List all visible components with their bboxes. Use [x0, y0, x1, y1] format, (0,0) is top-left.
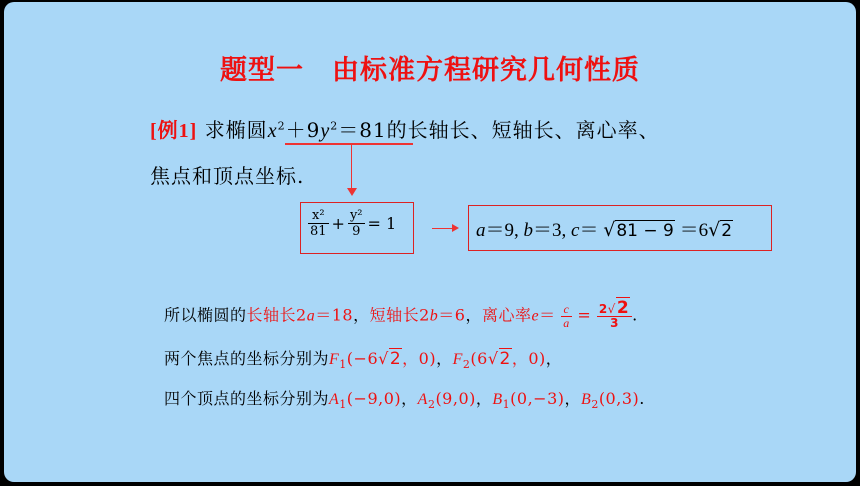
problem-line-1 — [150, 114, 660, 143]
ecc-result-fraction: $\frac{2√2}{3}$ — [597, 302, 632, 330]
eq-rest: ＝81 — [338, 118, 387, 142]
sqrt-icon: √ — [607, 302, 616, 316]
eq-y: y — [320, 120, 331, 142]
solution-line-1: 所以椭圆的长轴长2a＝18，短轴长2b＝6，离心率e＝ $\frac{c}{a}$ = $\frac{2√2}{3}$ . — [164, 298, 638, 330]
problem-prefix: 求椭圆 — [204, 118, 268, 142]
right-arrow-icon — [452, 224, 459, 232]
sqrt-icon: √ — [708, 219, 721, 241]
slide — [4, 2, 856, 482]
sqrt-icon: √ — [603, 219, 616, 241]
fraction-x: $\frac{\text{x²}}{81}$ — [310, 208, 327, 239]
title-part2: 由标准方程研究几何性质 — [332, 55, 640, 86]
right-arrow-line — [432, 228, 454, 229]
eq-x: x — [267, 120, 278, 142]
sqrt-icon: √ — [487, 349, 499, 368]
ecc-fraction: $\frac{c}{a}$ — [563, 301, 570, 330]
eq-y-exp: 2 — [330, 119, 339, 133]
sqrt-icon: √ — [378, 349, 389, 368]
down-arrow-icon — [347, 188, 357, 196]
equation-underline — [285, 143, 413, 145]
example-label: [例1] — [150, 120, 198, 142]
solution-line-3: 四个顶点的坐标分别为$A_1(-9,0)$，$A_2(9,0)$，$B_1(0,-3)$，$B_2(0,3)$. — [164, 389, 645, 412]
problem-suffix: 的长轴长、短轴长、离心率、 — [386, 118, 660, 142]
title-part1: 题型一 — [220, 55, 304, 86]
fraction-y: $\frac{\text{y²}}{9}$ — [349, 208, 363, 239]
down-arrow-line — [351, 143, 352, 191]
section-title — [4, 48, 856, 87]
eq-x-exp: 2 — [277, 119, 286, 133]
eq-plus: ＋9 — [285, 118, 321, 142]
standard-equation: $\frac{\text{x²}}{81}$ + $\frac{\text{y²}}{9}$ = 1 — [310, 208, 397, 239]
abc-values: a＝9, b＝3, c＝ √81 − 9 ＝6√2 — [476, 219, 733, 241]
solution-line-2: 两个焦点的坐标分别为$F_1(-6√2$，0)，$F_2(6√2$，0)， — [164, 349, 563, 372]
problem-line-2: 焦点和顶点坐标. — [150, 164, 305, 188]
